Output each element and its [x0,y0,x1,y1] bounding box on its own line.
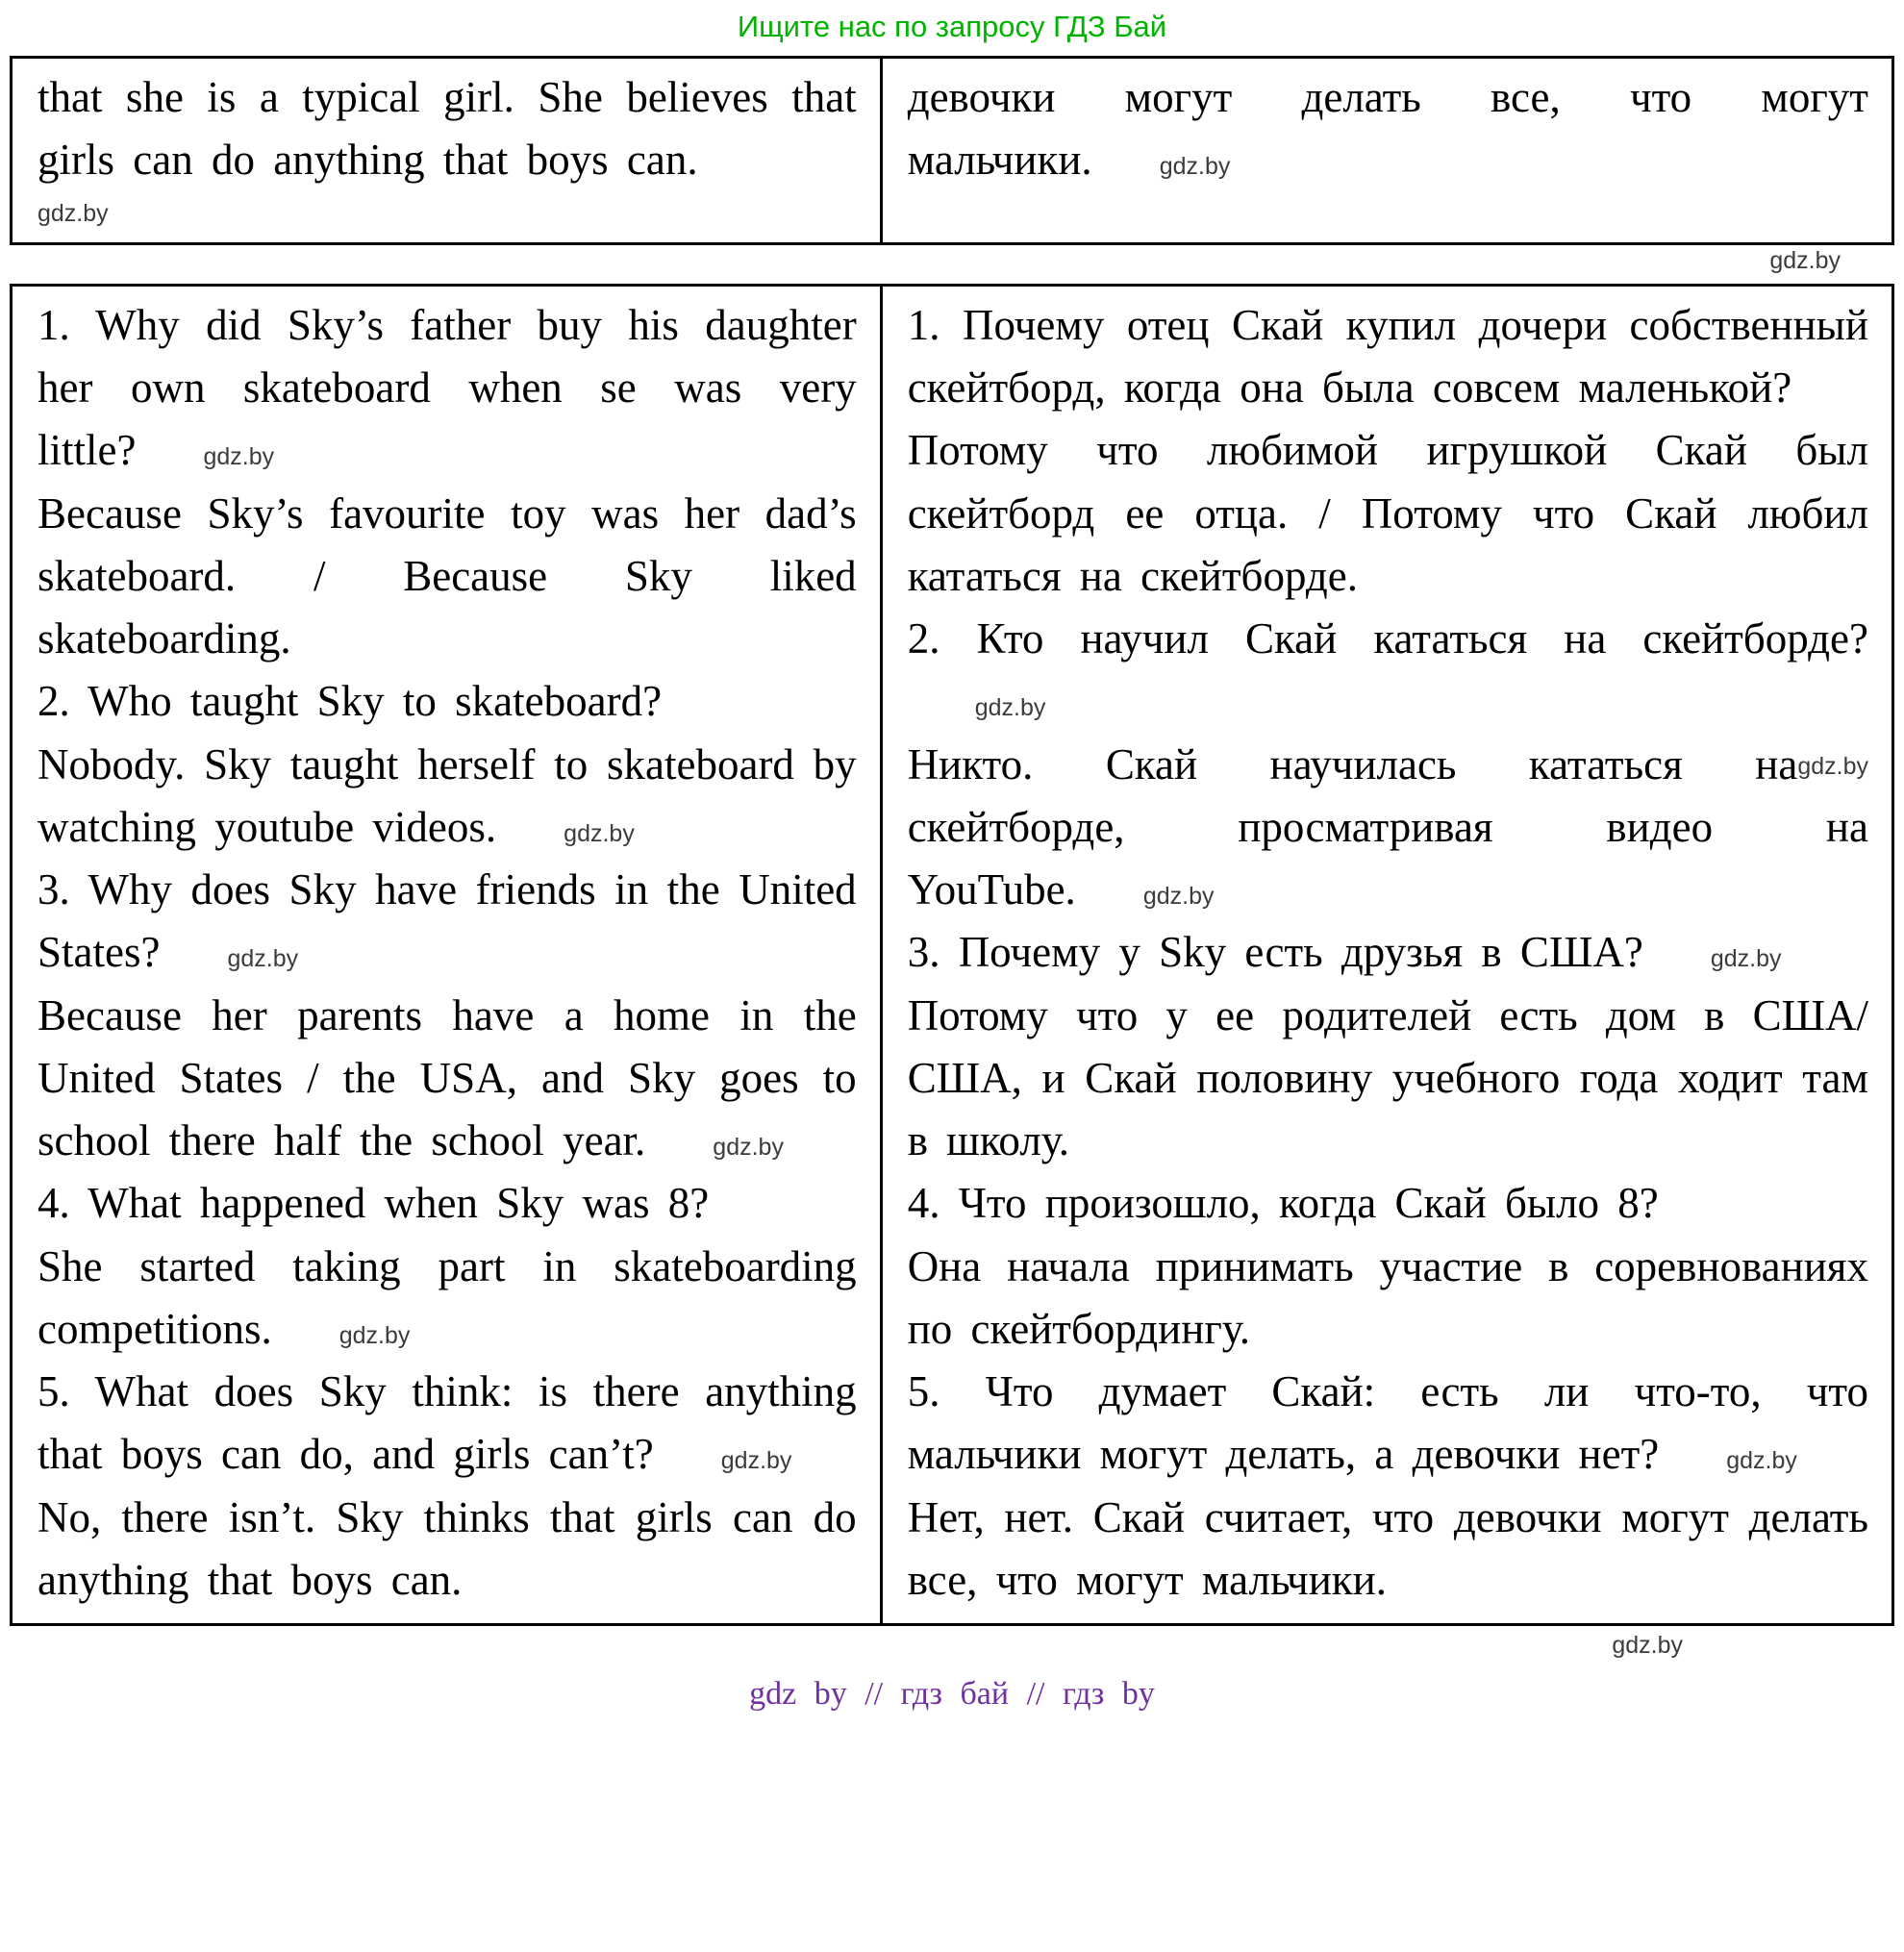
english-column [13,287,883,1623]
qa-ru-answer-4 [908,1236,1868,1362]
question-text: 1. Why did Sky’s father buy his daughter her own skateboard when se was very little? [38,300,857,475]
gdz-watermark: gdz.by [713,1134,784,1161]
answer-text: Потому что у ее родителей есть дом в США/США, и Скай половину учебного года ходит там в школу. [907,990,1868,1164]
intro-russian-paragraph [908,66,1868,192]
intro-english-paragraph [38,66,857,192]
gdz-watermark: gdz.by [227,945,299,973]
qa-ru-question-3 [908,921,1868,984]
qa-table [10,284,1894,1626]
gdz-watermark: gdz.by [1769,246,1841,274]
qa-ru-question-2 [908,608,1868,734]
qa-en-answer-5 [38,1487,857,1613]
gdz-watermark: gdz.by [1159,153,1231,181]
gdz-watermark: gdz.by [338,1321,411,1349]
qa-en-question-3 [38,859,857,985]
qa-ru-answer-2 [908,734,1868,922]
qa-en-answer-1 [38,483,857,671]
qa-en-question-4 [38,1172,857,1235]
russian-column [883,287,1891,1623]
question-text: 4. What happened when Sky was 8? [38,1179,710,1228]
answer-text: She started taking part in skateboarding competitions. [38,1241,857,1353]
qa-en-answer-2 [38,734,857,860]
qa-en-question-2 [38,670,857,733]
qa-ru-question-5 [908,1361,1868,1487]
answer-text: Никто. Скай научилась кататься на скейтборде, просматривая видео на YouTube. [907,739,1868,913]
answer-text: Потому что любимой игрушкой Скай был скейтборд ее отца. / Потому что Скай любил кататься на скейтборде. [907,426,1868,600]
footer-text: gdz by // гдз бай // гдз by [749,1676,1155,1712]
qa-ru-answer-5 [908,1487,1868,1613]
question-text: 2. Who taught Sky to skateboard? [38,677,663,726]
answer-text: Because Sky’s favourite toy was her dad’s skateboard. / Because Sky liked skateboarding. [38,488,857,663]
qa-ru-question-1 [908,294,1868,420]
below-table-watermark-row [0,1626,1904,1664]
between-tables-watermark-row [0,245,1904,280]
gdz-watermark: gdz.by [720,1447,792,1475]
qa-ru-answer-3 [908,985,1868,1173]
question-text: 3. Почему у Sky есть друзья в США? [907,928,1643,977]
answer-text: No, there isn’t. Sky thinks that girls can do anything that boys can. [38,1492,857,1604]
qa-ru-question-4 [908,1172,1868,1235]
question-text: 5. Что думает Скай: есть ли что-то, что мальчики могут делать, а девочки нет? [907,1367,1868,1479]
answer-text: Она начала принимать участие в соревнованиях по скейтбордингу. [907,1241,1868,1353]
intro-english-text: that she is a typical girl. She believes that girls can do anything that boys can. [38,73,857,185]
question-text: 5. What does Sky think: is there anything that boys can do, and girls can’t? [38,1367,857,1479]
question-text: 1. Почему отец Скай купил дочери собственный скейтборд, когда она была совсем маленькой? [907,300,1868,412]
top-banner-text: Ищите нас по запросу ГДЗ Бай [737,10,1167,43]
gdz-watermark: gdz.by [1726,1447,1797,1475]
intro-russian-cell [883,59,1891,242]
answer-text: Нет, нет. Скай считает, что девочки могут делать все, что могут мальчики. [907,1492,1868,1604]
question-text: 3. Why does Sky have friends in the United States? [38,865,857,977]
qa-en-answer-4 [38,1236,857,1362]
gdz-watermark: gdz.by [974,694,1046,722]
question-text: 4. Что произошло, когда Скай было 8? [907,1179,1659,1228]
qa-en-question-5 [38,1361,857,1487]
gdz-watermark: gdz.by [1797,752,1868,780]
gdz-watermark: gdz.by [564,819,635,847]
qa-ru-answer-1 [908,419,1868,608]
answer-text: Because her parents have a home in the United States / the USA, and Sky goes to school there half the school year. [38,990,857,1164]
qa-en-question-1 [38,294,857,483]
gdz-watermark: gdz.by [1142,883,1215,910]
question-text: 2. Кто научил Скай кататься на скейтборде? [907,614,1868,663]
gdz-watermark: gdz.by [38,199,109,227]
gdz-watermark: gdz.by [1710,945,1782,973]
intro-table [10,56,1894,245]
answer-text: Nobody. Sky taught herself to skateboard by watching youtube videos. [38,739,857,851]
gdz-watermark: gdz.by [203,443,275,471]
gdz-watermark: gdz.by [1612,1632,1683,1659]
intro-russian-text: девочки могут делать все, что могут мальчики. [907,73,1868,185]
intro-english-cell [13,59,883,242]
qa-en-answer-3 [38,985,857,1173]
